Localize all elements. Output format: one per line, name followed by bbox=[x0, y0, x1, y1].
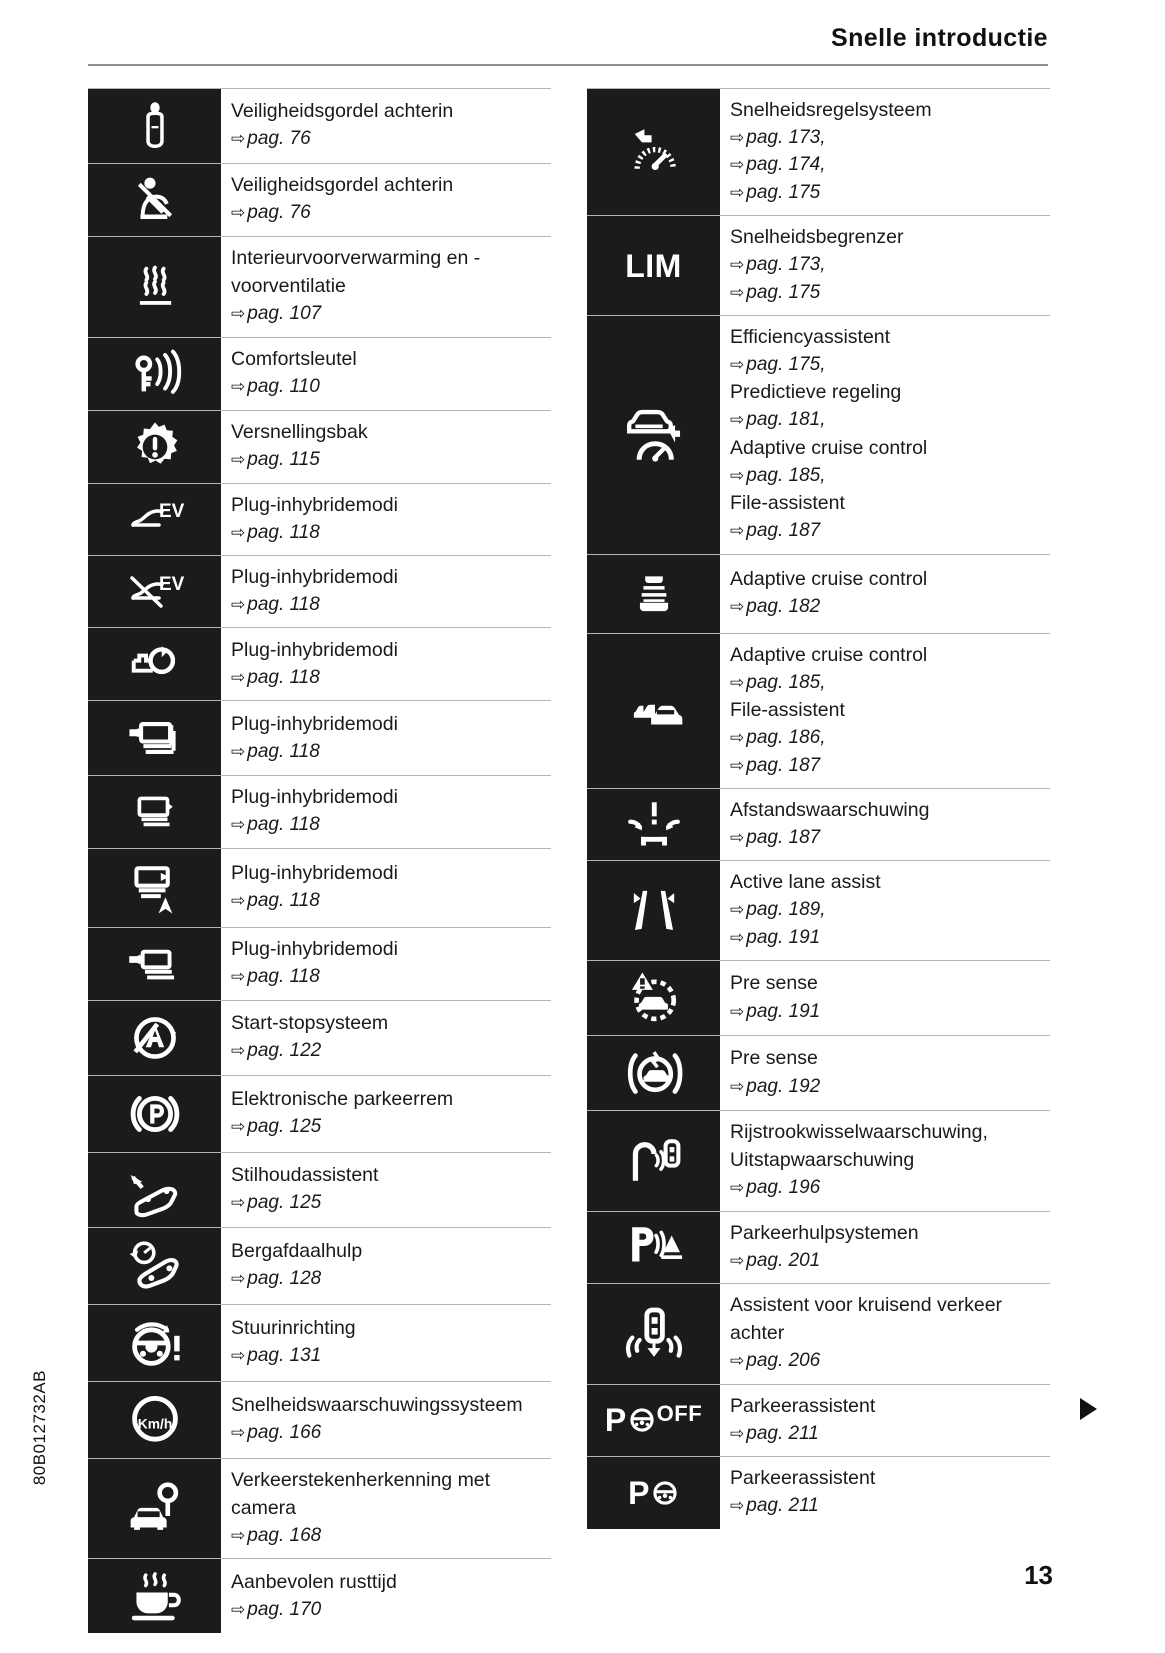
page-reference[interactable]: ⇨ pag. 192 bbox=[730, 1075, 821, 1097]
symbol-row bbox=[88, 627, 551, 700]
page-reference[interactable]: ⇨ pag. 187 bbox=[730, 827, 821, 849]
page-reference[interactable]: ⇨ pag. 187 bbox=[730, 754, 821, 776]
symbol-text-cell bbox=[221, 1559, 551, 1633]
lim-icon: LIM bbox=[625, 247, 682, 284]
reference-arrow-icon: ⇨ bbox=[730, 1076, 745, 1096]
page-reference[interactable]: ⇨ pag. 175, bbox=[730, 354, 826, 376]
symbol-label: Comfortsleutel bbox=[231, 347, 357, 370]
symbol-text-cell bbox=[720, 1111, 1050, 1211]
symbol-label: Pre sense bbox=[730, 972, 818, 995]
symbol-text-cell bbox=[720, 1284, 1050, 1384]
symbol-table-right-column bbox=[587, 88, 1050, 1633]
page-reference[interactable]: ⇨ pag. 201 bbox=[730, 1249, 821, 1271]
svg-text:EV: EV bbox=[158, 573, 184, 595]
symbol-row bbox=[587, 1110, 1050, 1211]
symbol-icon-cell bbox=[88, 1228, 221, 1304]
page-reference[interactable]: ⇨ pag. 118 bbox=[231, 521, 320, 543]
symbol-text-cell bbox=[221, 556, 551, 627]
electronic-parking-brake-icon bbox=[124, 1084, 186, 1144]
page-reference[interactable]: ⇨ pag. 211 bbox=[730, 1422, 819, 1444]
symbol-row bbox=[88, 927, 551, 1000]
symbol-row bbox=[587, 215, 1050, 315]
symbol-icon-cell bbox=[587, 861, 720, 960]
reference-arrow-icon: ⇨ bbox=[730, 1423, 745, 1443]
reference-arrow-icon: ⇨ bbox=[231, 1346, 246, 1366]
symbol-label: Snelheidswaarschuwingssysteem bbox=[231, 1394, 523, 1417]
symbol-label: File-assistent bbox=[730, 492, 845, 515]
park-assist-off-icon: P OFF bbox=[604, 1401, 703, 1439]
symbol-row bbox=[88, 775, 551, 847]
symbol-table-left-column bbox=[88, 88, 551, 1633]
symbol-label: Efficiencyassistent bbox=[730, 325, 891, 348]
reference-arrow-icon: ⇨ bbox=[231, 129, 246, 149]
symbol-icon-cell bbox=[587, 1212, 720, 1283]
reference-arrow-icon: ⇨ bbox=[231, 522, 246, 542]
symbol-icon-cell bbox=[88, 1001, 221, 1075]
document-code: 80B012732AB bbox=[30, 1370, 49, 1486]
symbol-text-cell bbox=[720, 216, 1050, 315]
page-reference[interactable]: ⇨ pag. 118 bbox=[231, 594, 320, 616]
symbol-label: Adaptive cruise control bbox=[730, 643, 928, 666]
symbol-row bbox=[88, 1558, 551, 1633]
symbol-text-cell bbox=[221, 1228, 551, 1304]
symbol-icon-cell bbox=[88, 928, 221, 1000]
page-edge-marker-icon bbox=[1080, 1398, 1097, 1420]
symbol-label: Adaptive cruise control bbox=[730, 567, 928, 590]
svg-text:EV: EV bbox=[158, 501, 184, 523]
symbol-row bbox=[88, 410, 551, 483]
page-reference[interactable]: ⇨ pag. 185, bbox=[730, 671, 826, 693]
symbol-icon-cell bbox=[587, 316, 720, 554]
page-reference[interactable]: ⇨ pag. 181, bbox=[730, 409, 826, 431]
reference-arrow-icon: ⇨ bbox=[231, 667, 246, 687]
symbol-row bbox=[587, 1035, 1050, 1110]
symbol-text-cell bbox=[221, 164, 551, 236]
symbol-text-cell bbox=[221, 411, 551, 483]
symbol-label: Pre sense bbox=[730, 1047, 818, 1070]
rear-seatbelt-icon bbox=[126, 97, 184, 155]
symbol-row bbox=[88, 163, 551, 236]
symbol-icon-cell bbox=[587, 1036, 720, 1110]
page-reference[interactable]: ⇨ pag. 131 bbox=[231, 1345, 322, 1367]
symbol-icon-cell bbox=[587, 961, 720, 1035]
symbol-text-cell bbox=[221, 1305, 551, 1381]
battery-stack-icon bbox=[126, 786, 184, 838]
reference-arrow-icon: ⇨ bbox=[231, 1193, 246, 1213]
reference-arrow-icon: ⇨ bbox=[730, 1250, 745, 1270]
symbol-row bbox=[88, 1304, 551, 1381]
symbol-icon-cell bbox=[88, 776, 221, 847]
page-reference[interactable]: ⇨ pag. 118 bbox=[231, 740, 320, 762]
lane-change-warning-icon bbox=[623, 1132, 685, 1190]
ev-car-off-icon bbox=[120, 567, 190, 617]
symbol-icon-cell bbox=[88, 556, 221, 627]
symbol-label: Veiligheidsgordel achterin bbox=[231, 174, 454, 197]
symbol-label: Parkeerassistent bbox=[730, 1394, 876, 1417]
symbol-row bbox=[587, 788, 1050, 860]
park-assist-sensor-icon bbox=[619, 1221, 689, 1273]
reference-arrow-icon: ⇨ bbox=[730, 1351, 745, 1371]
page-reference[interactable]: ⇨ pag. 186, bbox=[730, 727, 826, 749]
page-reference[interactable]: ⇨ pag. 128 bbox=[231, 1268, 322, 1290]
page-reference[interactable]: ⇨ pag. 182 bbox=[730, 596, 821, 618]
symbol-icon-cell bbox=[88, 1076, 221, 1152]
symbol-icon-cell bbox=[88, 164, 221, 236]
symbol-icon-cell bbox=[587, 1385, 720, 1456]
svg-text:Km/h: Km/h bbox=[137, 1416, 172, 1432]
symbol-text-cell bbox=[221, 776, 551, 847]
symbol-text-cell bbox=[720, 316, 1050, 554]
page-number: 13 bbox=[1024, 1560, 1053, 1590]
page-reference[interactable]: ⇨ pag. 175 bbox=[730, 181, 821, 203]
symbol-text-cell bbox=[221, 1382, 551, 1458]
reference-arrow-icon: ⇨ bbox=[231, 595, 246, 615]
traffic-sign-camera-icon bbox=[123, 1480, 187, 1538]
reference-arrow-icon: ⇨ bbox=[231, 815, 246, 835]
page-reference[interactable]: ⇨ pag. 107 bbox=[231, 303, 322, 325]
symbol-icon-cell bbox=[587, 555, 720, 633]
reference-arrow-icon: ⇨ bbox=[231, 741, 246, 761]
symbol-row bbox=[88, 1152, 551, 1227]
symbol-icon-cell bbox=[587, 89, 720, 215]
steering-warning-icon bbox=[124, 1313, 186, 1373]
page-reference[interactable]: ⇨ pag. 166 bbox=[231, 1422, 322, 1444]
interior-preheating-icon bbox=[128, 257, 182, 317]
ev-car-icon bbox=[120, 494, 190, 544]
symbol-label: Veiligheidsgordel achterin bbox=[231, 100, 454, 123]
symbol-text-cell bbox=[221, 484, 551, 555]
reference-arrow-icon: ⇨ bbox=[231, 1041, 246, 1061]
symbol-table bbox=[88, 88, 1050, 1633]
reference-arrow-icon: ⇨ bbox=[730, 1001, 745, 1021]
page-header bbox=[88, 24, 1048, 53]
symbol-text-cell bbox=[720, 1457, 1050, 1528]
distance-warning-icon bbox=[623, 798, 685, 852]
page-reference[interactable]: ⇨ pag. 173, bbox=[730, 127, 826, 149]
page-reference[interactable]: ⇨ pag. 185, bbox=[730, 464, 826, 486]
speed-warning-icon bbox=[124, 1390, 186, 1450]
symbol-label: Bergafdaalhulp bbox=[231, 1240, 363, 1263]
symbol-label: Interieurvoorverwarming en -voorventilatie bbox=[231, 247, 481, 298]
reference-arrow-icon: ⇨ bbox=[730, 927, 745, 947]
page-reference[interactable]: ⇨ pag. 173, bbox=[730, 254, 826, 276]
symbol-label: Assistent voor kruisend verkeer achter bbox=[730, 1294, 1003, 1345]
symbol-icon-cell bbox=[587, 1457, 720, 1528]
reference-arrow-icon: ⇨ bbox=[231, 891, 246, 911]
park-assist-icon: P bbox=[628, 1477, 679, 1509]
symbol-icon-cell bbox=[88, 237, 221, 337]
battery-route-icon bbox=[126, 857, 184, 919]
symbol-row bbox=[88, 1381, 551, 1458]
page-title: Snelle introductie bbox=[831, 24, 1048, 52]
symbol-label: Elektronische parkeerrem bbox=[231, 1088, 454, 1111]
symbol-icon-cell bbox=[88, 628, 221, 700]
symbol-text-cell bbox=[720, 555, 1050, 633]
reference-arrow-icon: ⇨ bbox=[730, 597, 745, 617]
symbol-icon-cell bbox=[88, 1382, 221, 1458]
symbol-label: Parkeerhulpsystemen bbox=[730, 1221, 919, 1244]
reference-arrow-icon: ⇨ bbox=[730, 828, 745, 848]
page-reference[interactable]: ⇨ pag. 191 bbox=[730, 1000, 821, 1022]
pre-sense-front-icon bbox=[625, 969, 683, 1027]
page-reference[interactable]: ⇨ pag. 174, bbox=[730, 154, 826, 176]
symbol-icon-cell bbox=[88, 1153, 221, 1227]
symbol-row bbox=[587, 1211, 1050, 1283]
symbol-icon-cell bbox=[88, 1305, 221, 1381]
reference-arrow-icon: ⇨ bbox=[231, 1117, 246, 1137]
symbol-text-cell bbox=[221, 1076, 551, 1152]
symbol-icon-cell bbox=[88, 1559, 221, 1633]
reference-arrow-icon: ⇨ bbox=[231, 1423, 246, 1443]
symbol-label: Adaptive cruise control bbox=[730, 436, 928, 459]
symbol-row bbox=[88, 1000, 551, 1075]
reference-arrow-icon: ⇨ bbox=[730, 1178, 745, 1198]
symbol-text-cell bbox=[720, 961, 1050, 1035]
efficiency-assist-icon bbox=[623, 404, 685, 466]
symbol-label: Active lane assist bbox=[730, 871, 881, 894]
symbol-label: Plug-inhybridemodi bbox=[231, 638, 398, 661]
symbol-row bbox=[88, 555, 551, 627]
page-reference[interactable]: ⇨ pag. 118 bbox=[231, 666, 320, 688]
start-stop-icon bbox=[126, 1009, 184, 1067]
rear-seatbelt-unbuckled-icon bbox=[127, 172, 183, 228]
symbol-text-cell bbox=[221, 1459, 551, 1559]
symbol-row bbox=[587, 860, 1050, 960]
reference-arrow-icon: ⇨ bbox=[231, 1525, 246, 1545]
reference-arrow-icon: ⇨ bbox=[730, 900, 745, 920]
pre-sense-rear-icon bbox=[625, 1044, 683, 1102]
symbol-icon-cell bbox=[587, 1111, 720, 1211]
comfort-key-icon bbox=[127, 346, 183, 402]
symbol-text-cell bbox=[720, 789, 1050, 860]
symbol-row bbox=[587, 633, 1050, 788]
symbol-label: Snelheidsregelsysteem bbox=[730, 99, 932, 121]
symbol-text-cell bbox=[720, 1212, 1050, 1283]
symbol-row bbox=[88, 1227, 551, 1304]
page-reference[interactable]: ⇨ pag. 118 bbox=[231, 966, 320, 988]
symbol-text-cell bbox=[720, 1036, 1050, 1110]
reference-arrow-icon: ⇨ bbox=[231, 203, 246, 223]
lane-assist-icon bbox=[621, 883, 687, 939]
symbol-label: Predictieve regeling bbox=[730, 381, 902, 404]
symbol-row bbox=[587, 1384, 1050, 1456]
symbol-row bbox=[587, 960, 1050, 1035]
battery-charge-in-icon bbox=[124, 936, 186, 992]
symbol-row bbox=[88, 236, 551, 337]
reference-arrow-icon: ⇨ bbox=[730, 355, 745, 375]
symbol-icon-cell bbox=[88, 701, 221, 775]
hill-descent-icon bbox=[122, 1236, 188, 1296]
symbol-label: File-assistent bbox=[730, 699, 845, 722]
page-reference[interactable]: ⇨ pag. 206 bbox=[730, 1350, 821, 1372]
symbol-label: Plug-inhybridemodi bbox=[231, 786, 398, 809]
symbol-row bbox=[88, 337, 551, 410]
page-reference[interactable]: ⇨ pag. 122 bbox=[231, 1040, 322, 1062]
page-reference[interactable]: ⇨ pag. 168 bbox=[231, 1524, 322, 1546]
symbol-label: Plug-inhybridemodi bbox=[231, 862, 398, 885]
rest-recommendation-icon bbox=[124, 1567, 186, 1625]
symbol-label: Plug-inhybridemodi bbox=[231, 565, 398, 588]
symbol-row bbox=[587, 1456, 1050, 1528]
symbol-text-cell bbox=[221, 89, 551, 163]
symbol-label: Aanbevolen rusttijd bbox=[231, 1570, 397, 1593]
page-reference[interactable]: ⇨ pag. 118 bbox=[231, 890, 320, 912]
symbol-text-cell bbox=[221, 1001, 551, 1075]
reference-arrow-icon: ⇨ bbox=[231, 304, 246, 324]
acc-distance-icon bbox=[632, 563, 676, 625]
reference-arrow-icon: ⇨ bbox=[730, 155, 745, 175]
reference-arrow-icon: ⇨ bbox=[231, 376, 246, 396]
symbol-icon-cell bbox=[587, 1284, 720, 1384]
symbol-row bbox=[88, 700, 551, 775]
page-reference[interactable]: ⇨ pag. 175 bbox=[730, 281, 821, 303]
gearbox-warning-icon bbox=[127, 419, 183, 475]
reference-arrow-icon: ⇨ bbox=[730, 521, 745, 541]
reference-arrow-icon: ⇨ bbox=[730, 255, 745, 275]
symbol-text-cell bbox=[221, 849, 551, 927]
symbol-text-cell bbox=[221, 1153, 551, 1227]
reference-arrow-icon: ⇨ bbox=[231, 1599, 246, 1619]
symbol-label: Snelheidsbegrenzer bbox=[730, 226, 904, 249]
symbol-text-cell bbox=[720, 634, 1050, 788]
page-reference[interactable]: ⇨ pag. 76 bbox=[231, 128, 311, 150]
symbol-icon-cell bbox=[88, 89, 221, 163]
symbol-text-cell bbox=[720, 89, 1050, 215]
reference-arrow-icon: ⇨ bbox=[231, 449, 246, 469]
symbol-label: Plug-inhybridemodi bbox=[231, 493, 398, 516]
header-divider bbox=[88, 64, 1048, 66]
symbol-row bbox=[88, 88, 551, 163]
reference-arrow-icon: ⇨ bbox=[730, 728, 745, 748]
page-reference[interactable]: ⇨ pag. 110 bbox=[231, 375, 320, 397]
page-reference[interactable]: ⇨ pag. 115 bbox=[231, 448, 320, 470]
symbol-icon-cell bbox=[88, 411, 221, 483]
symbol-label: Parkeerassistent bbox=[730, 1467, 876, 1490]
symbol-text-cell bbox=[720, 1385, 1050, 1456]
cross-traffic-rear-icon bbox=[624, 1303, 684, 1365]
symbol-row bbox=[88, 1458, 551, 1559]
hold-assist-icon bbox=[122, 1161, 188, 1219]
page-reference[interactable]: ⇨ pag. 189, bbox=[730, 899, 826, 921]
symbol-label: Stilhoudassistent bbox=[231, 1164, 379, 1187]
reference-arrow-icon: ⇨ bbox=[730, 128, 745, 148]
symbol-label: Stuurinrichting bbox=[231, 1317, 356, 1340]
reference-arrow-icon: ⇨ bbox=[730, 672, 745, 692]
symbol-row bbox=[587, 315, 1050, 554]
hybrid-engine-icon bbox=[126, 636, 184, 692]
symbol-row bbox=[88, 848, 551, 927]
reference-arrow-icon: ⇨ bbox=[231, 967, 246, 987]
symbol-label: Rijstrookwisselwaarschuwing, Uitstapwaarschuwing bbox=[730, 1121, 988, 1172]
symbol-label: Start-stopsysteem bbox=[231, 1012, 389, 1035]
reference-arrow-icon: ⇨ bbox=[730, 182, 745, 202]
page-reference[interactable]: ⇨ pag. 196 bbox=[730, 1177, 821, 1199]
symbol-icon-cell bbox=[587, 216, 720, 315]
reference-arrow-icon: ⇨ bbox=[730, 282, 745, 302]
reference-arrow-icon: ⇨ bbox=[730, 410, 745, 430]
reference-arrow-icon: ⇨ bbox=[730, 1496, 745, 1516]
acc-traffic-jam-icon bbox=[618, 687, 690, 735]
symbol-text-cell bbox=[221, 237, 551, 337]
symbol-row bbox=[587, 88, 1050, 215]
page-reference[interactable]: ⇨ pag. 125 bbox=[231, 1192, 322, 1214]
symbol-row bbox=[88, 483, 551, 555]
page-reference[interactable]: ⇨ pag. 125 bbox=[231, 1116, 322, 1138]
cruise-control-icon bbox=[624, 122, 684, 182]
reference-arrow-icon: ⇨ bbox=[231, 1269, 246, 1289]
symbol-text-cell bbox=[221, 338, 551, 410]
page-reference[interactable]: ⇨ pag. 187 bbox=[730, 520, 821, 542]
symbol-icon-cell bbox=[88, 338, 221, 410]
symbol-label: Versnellingsbak bbox=[231, 420, 368, 443]
symbol-text-cell bbox=[221, 628, 551, 700]
symbol-text-cell bbox=[221, 701, 551, 775]
symbol-label: Afstandswaarschuwing bbox=[730, 798, 930, 821]
symbol-row bbox=[587, 554, 1050, 633]
page-reference[interactable]: ⇨ pag. 170 bbox=[231, 1598, 322, 1620]
symbol-row bbox=[88, 1075, 551, 1152]
symbol-text-cell bbox=[720, 861, 1050, 960]
symbol-icon-cell bbox=[587, 789, 720, 860]
symbol-icon-cell bbox=[587, 634, 720, 788]
symbol-label: Verkeerstekenherkenning met camera bbox=[231, 1468, 491, 1519]
page-reference[interactable]: ⇨ pag. 191 bbox=[730, 926, 821, 948]
symbol-text-cell bbox=[221, 928, 551, 1000]
page-reference[interactable]: ⇨ pag. 76 bbox=[231, 202, 311, 224]
symbol-icon-cell bbox=[88, 849, 221, 927]
page-reference[interactable]: ⇨ pag. 118 bbox=[231, 814, 320, 836]
battery-charge-hold-icon bbox=[124, 709, 186, 767]
reference-arrow-icon: ⇨ bbox=[730, 465, 745, 485]
symbol-icon-cell bbox=[88, 484, 221, 555]
symbol-row bbox=[587, 1283, 1050, 1384]
page-reference[interactable]: ⇨ pag. 211 bbox=[730, 1495, 819, 1517]
symbol-label: Plug-inhybridemodi bbox=[231, 712, 398, 735]
reference-arrow-icon: ⇨ bbox=[730, 755, 745, 775]
symbol-icon-cell bbox=[88, 1459, 221, 1559]
symbol-label: Plug-inhybridemodi bbox=[231, 938, 398, 961]
